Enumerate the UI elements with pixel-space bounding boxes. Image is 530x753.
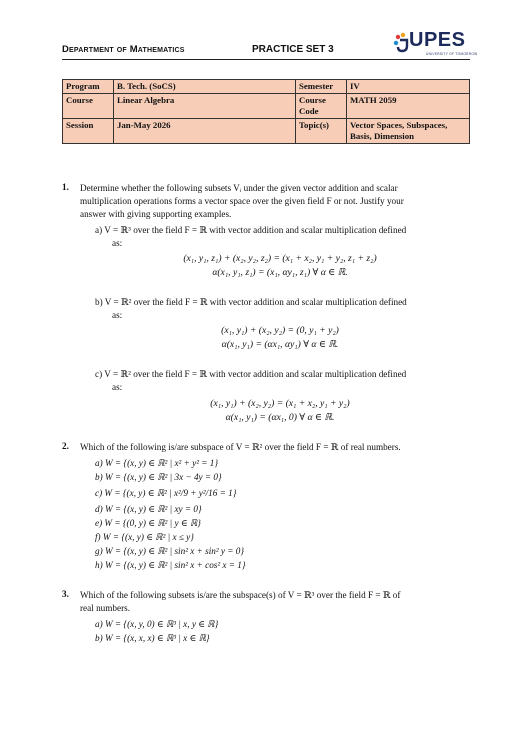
q1-text-line1: Determine whether the following subsets Vᵢ under the given vector addition and scalar xyxy=(80,183,398,193)
q1b-equation-1: (x₁, y₁) + (x₂, y₂) = (0, y₁ + y₂) xyxy=(221,325,339,336)
semester-label: Semester xyxy=(296,80,347,94)
q1c-text-line2: as: xyxy=(112,382,123,392)
course-label: Course xyxy=(63,94,114,119)
practice-set-title: PRACTICE SET 3 xyxy=(252,44,334,55)
topics-value: Vector Spaces, Subspaces, Basis, Dimension xyxy=(347,119,470,144)
q2-item-f: f) W = {(x, y) ∈ ℝ² | x ≤ y} xyxy=(95,532,194,542)
table-row xyxy=(63,94,470,119)
q1c-text-line1: c) V = ℝ² over the field F = ℝ with vector addition and scalar multiplication defined xyxy=(95,369,407,379)
q1b-text-line2: as: xyxy=(112,310,123,320)
header-rule xyxy=(62,59,470,60)
q1a-equation-2: α(x₁, y₁, z₁) = (x₁, αy₁, z₁) ∀ α ∈ ℝ. xyxy=(212,267,348,278)
session-value: Jan-May 2026 xyxy=(114,119,296,144)
q1-number: 1. xyxy=(62,182,69,192)
topics-label: Topic(s) xyxy=(296,119,347,144)
session-label: Session xyxy=(63,119,114,144)
course-value: Linear Algebra xyxy=(114,94,296,119)
q2-number: 2. xyxy=(62,441,69,451)
course-code-value: MATH 2059 xyxy=(347,94,470,119)
table-row xyxy=(63,80,470,94)
q3-text-line2: real numbers. xyxy=(80,603,131,613)
q1c-equation-1: (x₁, y₁) + (x₂, y₂) = (x₁ + x₂, y₁ + y₂) xyxy=(210,398,350,409)
program-value: B. Tech. (SoCS) xyxy=(114,80,296,94)
logo-text: UPES xyxy=(409,29,466,51)
q3-item-b: b) W = {(x, x, x) ∈ ℝ³ | x ∈ ℝ} xyxy=(95,633,210,643)
q2-item-d: d) W = {(x, y) ∈ ℝ² | xy = 0} xyxy=(95,504,202,514)
q2-item-a: a) W = {(x, y) ∈ ℝ² | x² + y² = 1} xyxy=(95,458,219,468)
q2-item-e: e) W = {(0, y) ∈ ℝ² | y ∈ ℝ} xyxy=(95,518,201,528)
q1-text-line3: answer with giving supporting examples. xyxy=(80,209,232,219)
department-title: Department of Mathematics xyxy=(62,44,185,55)
q3-text-line1: Which of the following subsets is/are the subspace(s) of V = ℝ³ over the field F = ℝ of xyxy=(80,590,401,600)
q1b-equation-2: α(x₁, y₁) = (αx₁, αy₁) ∀ α ∈ ℝ. xyxy=(221,339,339,350)
q1-text-line2: multiplication operations forms a vector space over the given field F or not. Justify your xyxy=(80,196,404,206)
logo-mark-icon xyxy=(392,31,410,53)
q1a-equation-1: (x₁, y₁, z₁) + (x₂, y₂, z₂) = (x₁ + x₂, y₁ + y₂, z₁ + z₂) xyxy=(183,253,377,264)
q2-item-g: g) W = {(x, y) ∈ ℝ² | sin² x + sin² y = 0} xyxy=(95,546,245,556)
q3-item-a: a) W = {(x, y, 0) ∈ ℝ³ | x, y ∈ ℝ} xyxy=(95,619,219,629)
q2-item-c: c) W = {(x, y) ∈ ℝ² | x²/9 + y²/16 = 1} xyxy=(95,488,237,498)
course-code-label: Course Code xyxy=(296,94,347,119)
q1b-text-line1: b) V = ℝ² over the field F = ℝ with vector addition and scalar multiplication defined xyxy=(95,297,407,307)
q2-item-b: b) W = {(x, y) ∈ ℝ² | 3x − 4y = 0} xyxy=(95,472,222,482)
table-row xyxy=(63,119,470,144)
course-info-table xyxy=(62,79,470,144)
q1a-text-line1: a) V = ℝ³ over the field F = ℝ with vector addition and scalar multiplication defined xyxy=(95,225,407,235)
logo-subtext: UNIVERSITY OF TOMORROW xyxy=(426,52,478,56)
q3-number: 3. xyxy=(62,589,69,599)
q2-item-h: h) W = {(x, y) ∈ ℝ² | sin² x + cos² x = 1} xyxy=(95,560,246,570)
semester-value: IV xyxy=(347,80,470,94)
upes-logo xyxy=(392,27,478,61)
q1c-equation-2: α(x₁, y₁) = (αx₁, 0) ∀ α ∈ ℝ. xyxy=(225,412,335,423)
program-label: Program xyxy=(63,80,114,94)
q2-text: Which of the following is/are subspace of V = ℝ² over the field F = ℝ of real numbers. xyxy=(80,442,401,452)
q1a-text-line2: as: xyxy=(112,238,123,248)
